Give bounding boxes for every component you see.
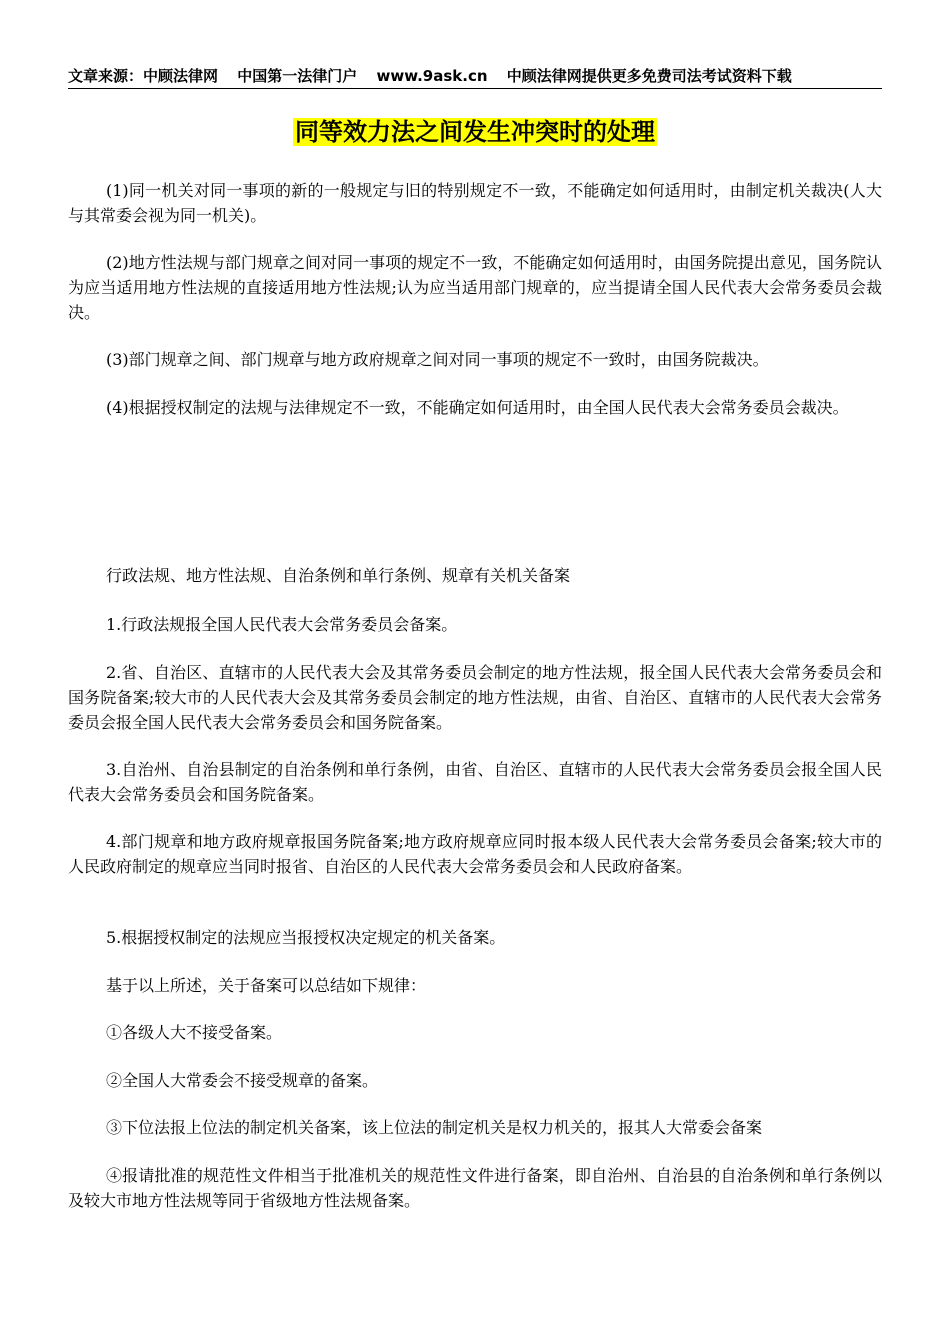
document-title-wrap — [0, 117, 950, 147]
paragraph-1: (1)同一机关对同一事项的新的一般规定与旧的特别规定不一致，不能确定如何适用时，由制定机关裁决(人大与其常委会视为同一机关)。 — [68, 181, 882, 225]
header-slogan: 中顾法律网提供更多免费司法考试资料下载 — [506, 67, 792, 85]
header-source: 文章来源：中顾法律网 — [68, 67, 219, 85]
rule-1: ①各级人大不接受备案。 — [106, 1023, 283, 1042]
list-item-4: 4.部门规章和地方政府规章报国务院备案;地方政府规章应同时报本级人民代表大会常务委员会备案;较大市的人民政府制定的规章应当同时报省、自治区的人民代表大会常务委员会和人民政府备案。 — [68, 832, 882, 876]
paragraph-4: (4)根据授权制定的法规与法律规定不一致，不能确定如何适用时，由全国人民代表大会常务委员会裁决。 — [106, 398, 849, 417]
list-item-5: 5.根据授权制定的法规应当报授权决定规定的机关备案。 — [106, 928, 506, 947]
list-item-2: 2.省、自治区、直辖市的人民代表大会及其常务委员会制定的地方性法规，报全国人民代表大会常务委员会和国务院备案;较大市的人民代表大会及其常务委员会制定的地方性法规，由省、自治区、直辖市的人民代表大会常务委员会报全国人民代表大会常务委员会和国务院备案。 — [68, 663, 882, 732]
list-item-3: 3.自治州、自治县制定的自治条例和单行条例，由省、自治区、直辖市的人民代表大会常务委员会报全国人民代表大会常务委员会和国务院备案。 — [68, 760, 882, 804]
rule-4: ④报请批准的规范性文件相当于批准机关的规范性文件进行备案，即自治州、自治县的自治条例和单行条例以及较大市地方性法规等同于省级地方性法规备案。 — [68, 1166, 882, 1210]
page-header — [68, 66, 882, 89]
rule-2: ②全国人大常委会不接受规章的备案。 — [106, 1071, 379, 1090]
document-title: 同等效力法之间发生冲突时的处理 — [295, 118, 655, 146]
header-portal: 中国第一法律门户 — [237, 67, 358, 85]
summary-intro: 基于以上所述，关于备案可以总结如下规律： — [106, 976, 427, 995]
list-item-1: 1.行政法规报全国人民代表大会常务委员会备案。 — [106, 615, 458, 634]
section-heading: 行政法规、地方性法规、自治条例和单行条例、规章有关机关备案 — [106, 566, 571, 585]
rule-3: ③下位法报上位法的制定机关备案，该上位法的制定机关是权力机关的，报其人大常委会备案 — [106, 1118, 763, 1137]
header-url: www.9ask.cn — [376, 67, 488, 85]
paragraph-2: (2)地方性法规与部门规章之间对同一事项的规定不一致，不能确定如何适用时，由国务院提出意见，国务院认为应当适用地方性法规的直接适用地方性法规;认为应当适用部门规章的，应当提请全国人民代表大会常务委员会裁决。 — [68, 253, 882, 322]
paragraph-3: (3)部门规章之间、部门规章与地方政府规章之间对同一事项的规定不一致时，由国务院裁决。 — [106, 350, 769, 369]
